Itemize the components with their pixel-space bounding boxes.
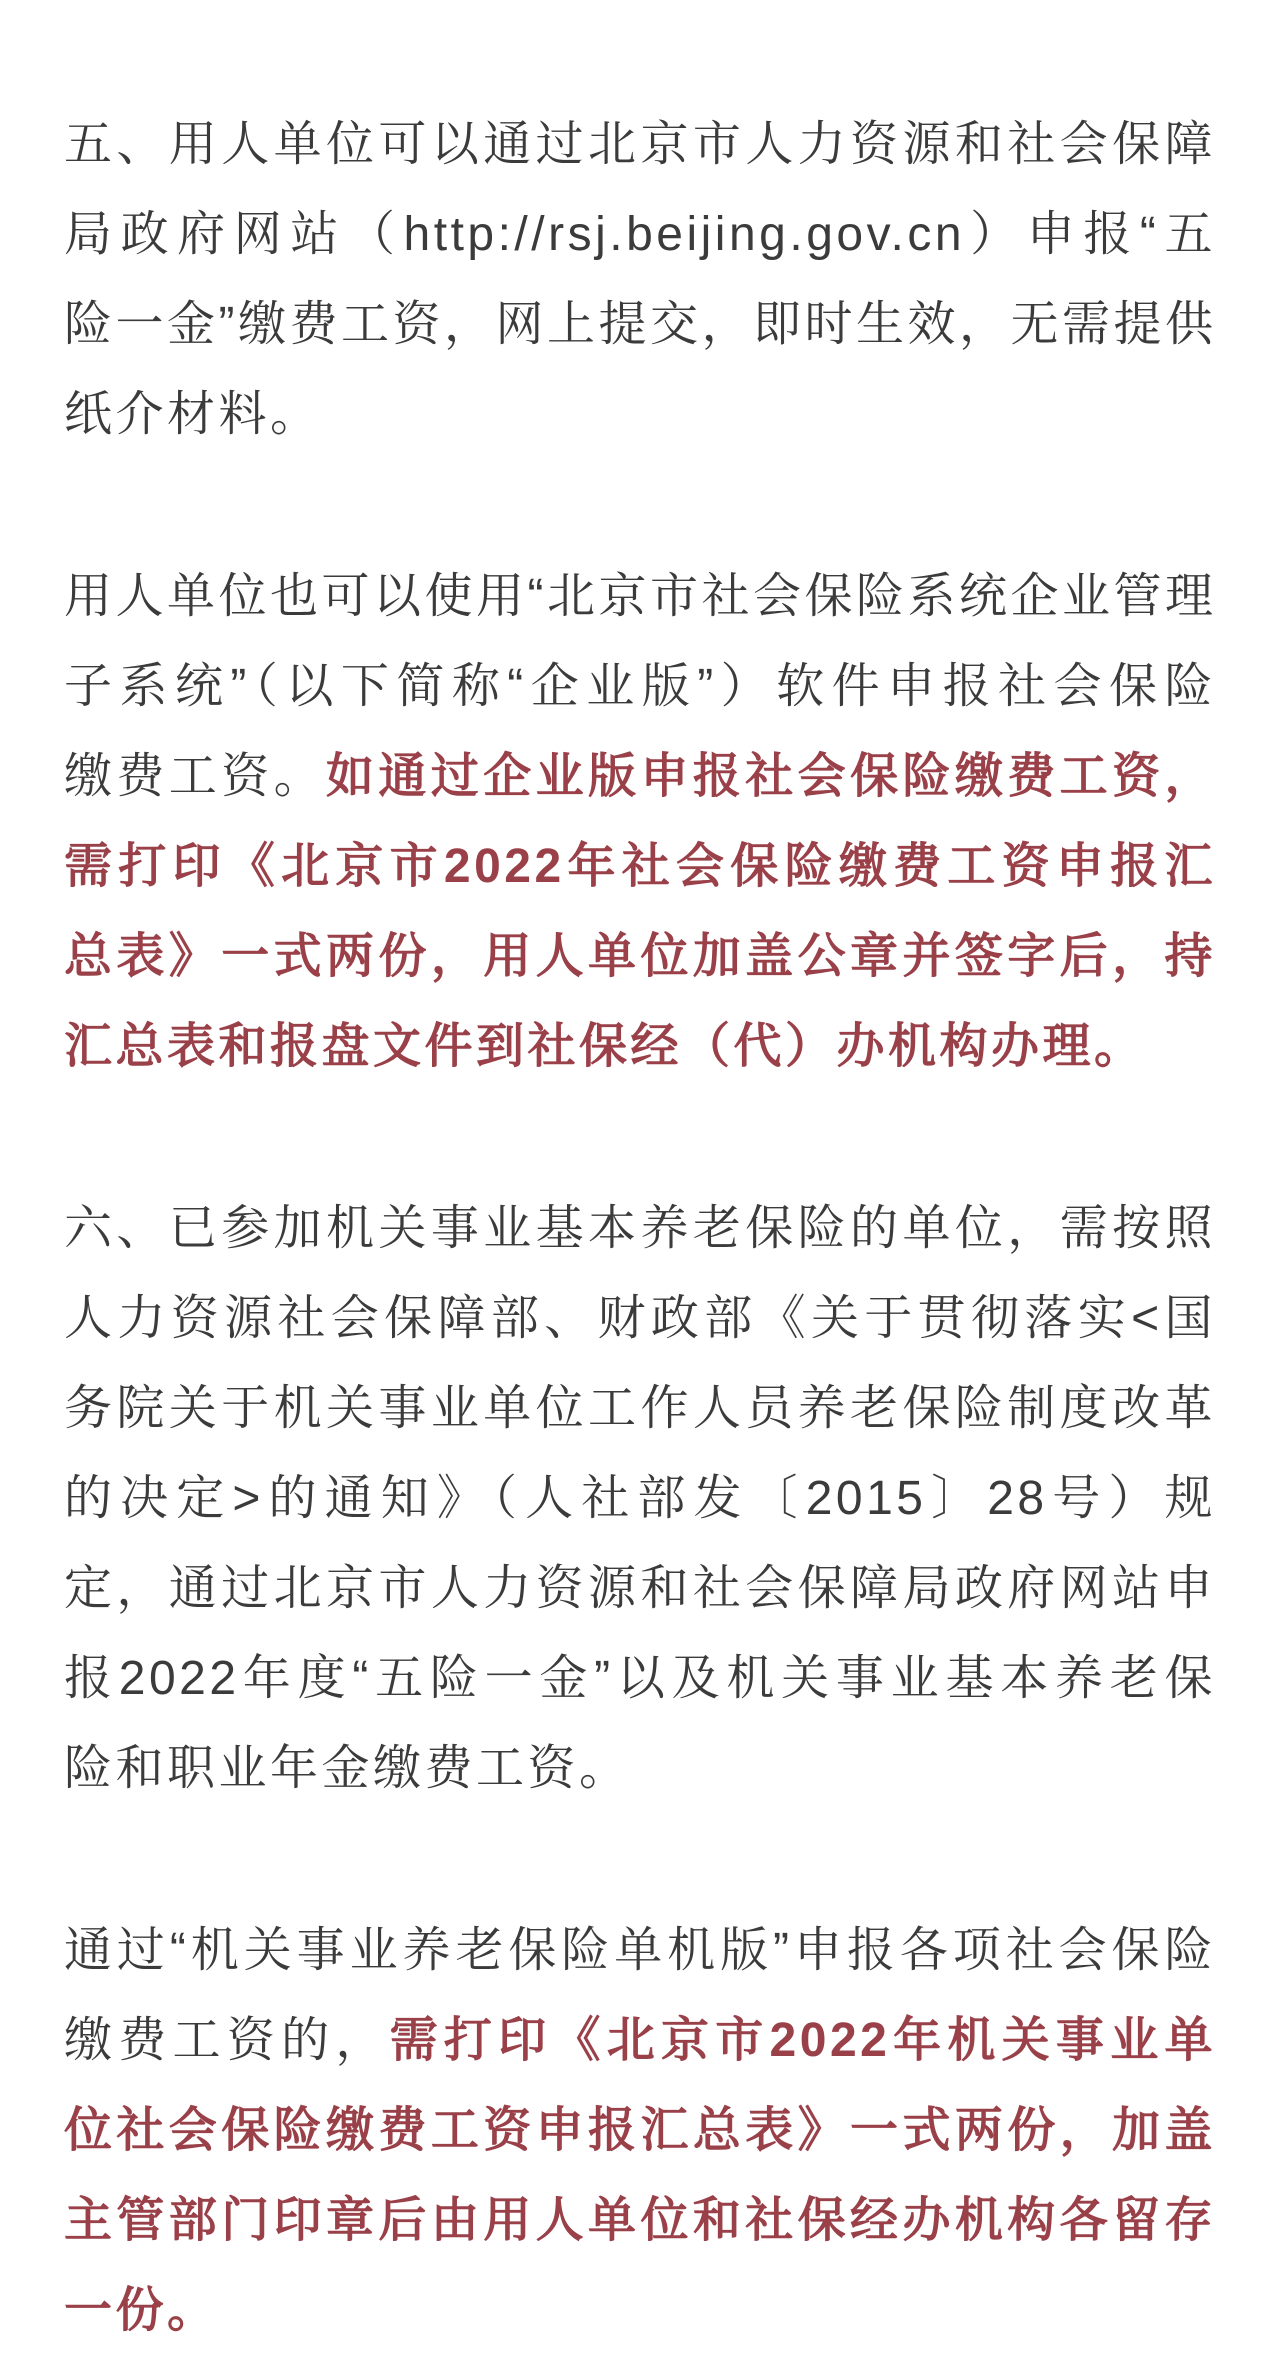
text-line — [64, 2086, 1216, 2176]
text-line — [64, 1002, 1216, 1092]
text-line — [64, 190, 1216, 280]
text-line — [64, 1724, 1216, 1814]
highlighted-text-segment: 如通过企业版申报社会保险缴费工资， — [326, 750, 1216, 803]
text-line — [64, 1634, 1216, 1724]
text-segment: 五、用人单位可以通过北京市人力资源和社会保障 — [64, 118, 1216, 171]
highlighted-text-segment: 需打印《北京市2022年社会保险缴费工资申报汇 — [64, 840, 1216, 893]
highlighted-text-segment: 主管部门印章后由用人单位和社保经办机构各留存 — [64, 2194, 1216, 2247]
text-segment: 人力资源社会保障部、财政部《关于贯彻落实<国 — [64, 1292, 1216, 1345]
text-segment: 局政府网站（http://rsj.beijing.gov.cn）申报“五 — [64, 208, 1216, 261]
text-segment: 务院关于机关事业单位工作人员养老保险制度改革 — [64, 1382, 1216, 1435]
text-segment: 缴费工资的， — [64, 2014, 390, 2067]
highlighted-text-segment: 汇总表和报盘文件到社保经（代）办机构办理。 — [64, 1020, 1146, 1073]
paragraph — [64, 100, 1216, 460]
text-segment: 通过“机关事业养老保险单机版”申报各项社会保险 — [64, 1924, 1216, 1977]
text-line — [64, 2176, 1216, 2266]
text-segment: 险和职业年金缴费工资。 — [64, 1742, 631, 1795]
highlighted-text-segment: 位社会保险缴费工资申报汇总表》一式两份，加盖 — [64, 2104, 1216, 2157]
text-line — [64, 1906, 1216, 1996]
text-line — [64, 552, 1216, 642]
text-line — [64, 370, 1216, 460]
text-line — [64, 1274, 1216, 1364]
text-line — [64, 912, 1216, 1002]
text-segment: 缴费工资。 — [64, 750, 327, 803]
highlighted-text-segment: 一份。 — [64, 2284, 219, 2337]
text-segment: 险一金”缴费工资，网上提交，即时生效，无需提供 — [64, 298, 1217, 351]
paragraph — [64, 1184, 1216, 1814]
text-segment: 报2022年度“五险一金”以及机关事业基本养老保 — [64, 1652, 1216, 1705]
text-line — [64, 1184, 1216, 1274]
text-line — [64, 822, 1216, 912]
text-segment: 用人单位也可以使用“北京市社会保险系统企业管理 — [64, 570, 1217, 623]
text-line — [64, 642, 1216, 732]
text-line — [64, 1364, 1216, 1454]
text-line — [64, 1544, 1216, 1634]
text-line — [64, 2266, 1216, 2356]
text-segment: 六、已参加机关事业基本养老保险的单位，需按照 — [64, 1202, 1216, 1255]
text-line — [64, 1454, 1216, 1544]
text-line — [64, 1996, 1216, 2086]
text-line — [64, 732, 1216, 822]
text-segment: 定，通过北京市人力资源和社会保障局政府网站申 — [64, 1562, 1216, 1615]
text-segment: 子系统”（以下简称“企业版”）软件申报社会保险 — [64, 660, 1216, 713]
text-segment: 纸介材料。 — [64, 388, 322, 441]
highlighted-text-segment: 需打印《北京市2022年机关事业单 — [389, 2014, 1216, 2067]
paragraph — [64, 1906, 1216, 2356]
text-line — [64, 280, 1216, 370]
highlighted-text-segment: 总表》一式两份，用人单位加盖公章并签字后，持 — [64, 930, 1216, 983]
text-segment: 的决定>的通知》（人社部发〔2015〕28号）规 — [64, 1472, 1216, 1525]
text-line — [64, 100, 1216, 190]
paragraph — [64, 552, 1216, 1092]
